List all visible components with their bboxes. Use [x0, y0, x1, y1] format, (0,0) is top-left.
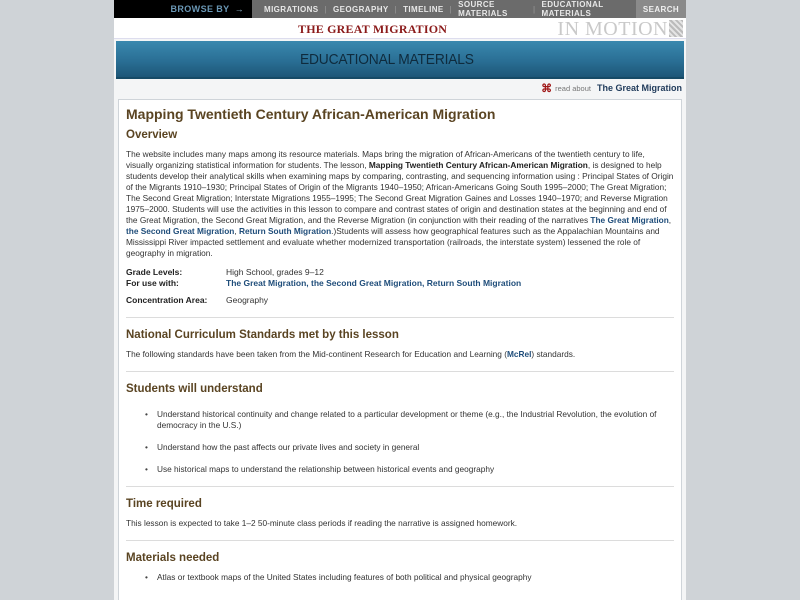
grade-levels-row	[126, 267, 674, 278]
read-about-label: read about	[555, 83, 591, 93]
x-icon: ⌘	[541, 82, 553, 95]
nav-divider: |	[533, 4, 536, 14]
mcrel-link[interactable]: McRel	[506, 349, 532, 359]
lesson-meta	[126, 267, 674, 306]
nav-migrations[interactable]: MIGRATIONS	[264, 4, 319, 14]
divider	[126, 371, 674, 372]
link-great-migration[interactable]: The Great Migration	[226, 278, 307, 288]
for-use-with-label: For use with:	[126, 278, 179, 288]
understand-heading: Students will understand	[126, 383, 263, 395]
site-header	[114, 18, 686, 39]
top-nav	[114, 0, 686, 18]
divider	[126, 540, 674, 541]
page	[114, 0, 686, 600]
standards-heading: National Curriculum Standards met by this lesson	[126, 329, 399, 341]
concentration-area-label: Concentration Area:	[126, 295, 208, 305]
overview-text-part: The website includes many maps among its resource materials. Maps bring the migration of African-Americans of the twentieth century to life, visually organizing statistical information for students. The lesson,	[126, 149, 645, 170]
list-item: • Understand how the past affects our private lives and society in general	[126, 442, 674, 453]
read-about-bar	[114, 79, 686, 97]
link-second-great-migration[interactable]: the Second Great Migration	[126, 226, 235, 236]
read-about-link[interactable]: The Great Migration	[596, 83, 682, 93]
time-heading: Time required	[126, 498, 202, 510]
browse-by-text: BROWSE BY	[170, 4, 230, 14]
logo-pattern-icon	[669, 20, 683, 37]
lesson-name: Mapping Twentieth Century African-American Migration	[368, 160, 588, 170]
nav-timeline[interactable]: TIMELINE	[403, 4, 444, 14]
list-item: • Use historical maps to understand the relationship between historical events and geography	[126, 464, 674, 475]
grade-levels-value: High School, grades 9–12	[226, 267, 324, 277]
link-return-south-migration[interactable]: Return South Migration	[238, 226, 332, 236]
link-return-south-migration[interactable]: Return South Migration	[426, 278, 522, 288]
standards-text-part: The following standards have been taken from the Mid-continent Research for Education and Learning (	[126, 349, 507, 359]
nav-divider: |	[449, 4, 453, 14]
understand-list	[126, 409, 674, 475]
browse-by-label	[114, 0, 252, 18]
grade-levels-label: Grade Levels:	[126, 267, 183, 277]
materials-heading: Materials needed	[126, 552, 220, 564]
page-title: Mapping Twentieth Century African-American Migration	[126, 106, 496, 122]
list-item: • Understand historical continuity and change related to a particular development or theme (e.g., the Industrial Revolution, the evolution of democracy in the U.S.)	[126, 409, 674, 431]
nav-educational-materials[interactable]: EDUCATIONAL MATERIALS	[541, 0, 604, 18]
list-item: • Atlas or textbook maps of the United States including features of both political and physical geography	[126, 572, 674, 583]
site-title[interactable]: THE GREAT MIGRATION	[298, 22, 448, 36]
nav-geography[interactable]: GEOGRAPHY	[333, 4, 389, 14]
time-text: This lesson is expected to take 1–2 50-minute class periods if reading the narrative is assigned homework.	[126, 518, 518, 528]
concentration-area-value: Geography	[226, 295, 269, 305]
link-second-great-migration[interactable]: the Second Great Migration	[311, 278, 423, 288]
overview-text: The website includes many maps among its resource materials. Maps bring the migration of African-Americans of the twentieth century to life, visually organizing statistical information for students. The lesson, Mapping Twentieth Century African-American Migration, is designed to help students develop their analytical skills when examining maps by comparing, contrasting, and sequencing information using : Principal States of Origin of the Migrants 1910–1930; Principal States of Origin of the Migrants 1940–1950; African-Americans Going South 1995–2000; The Great Migration; The Second Great Migration; Interstate Migrations 1955–1995; The Second Great Migration Gaines and Losses 1940–1970; and Reverse Migration 1975–2000. Students will use the activities in this lesson to compare and contrast states of origin and destination states at the beginning and end of the Great Migration, the Second Great Migration, and the Reverse Migration (in conjunction with their reading of the narratives The Great Migration, the Second Great Migration, Return South Migration.)Students will assess how geographical features such as the Appalachian Mountains and Mississippi River impacted settlement and evaluate whether modernized transportation (railroads, the interstate system) lessened the role of geography in migration.	[126, 149, 674, 258]
arrow-right-icon: →	[234, 4, 244, 14]
content-card	[118, 99, 682, 600]
for-use-with-links: The Great Migration, the Second Great Migration, Return South Migration	[226, 278, 522, 288]
nav-divider: |	[324, 4, 327, 14]
standards-text	[126, 349, 674, 360]
materials-list	[126, 572, 674, 583]
overview-heading: Overview	[126, 129, 178, 141]
nav-source-materials[interactable]: SOURCE MATERIALS	[458, 0, 508, 18]
nav-divider: |	[394, 4, 398, 14]
divider	[126, 317, 674, 318]
section-banner	[116, 41, 684, 79]
concentration-area-row	[126, 295, 674, 306]
divider	[126, 486, 674, 487]
overview-text-part: , is designed to help students develop their analytical skills when examining maps by comparing, contrasting, and sequencing information using : Principal States of Origin of the Migrants 1910–1930; Principal States of Origin of the Migrants 1940–1950; African-Americans Going South 1995–2000; The Great Migration; The Second Great Migration; Interstate Migrations 1955–1995; The Second Great Migration Gaines and Losses 1940–1970; and Reverse Migration 1975–2000. Students will use the activities in this lesson to compare and contrast states of origin and destination states at the beginning and end of the Great Migration, the Second Great Migration, and the Reverse Migration (in conjunction with their reading of the narratives	[126, 160, 674, 225]
standards-text-part: ) standards.	[531, 349, 576, 359]
for-use-with-row	[126, 278, 674, 289]
link-great-migration[interactable]: The Great Migration	[590, 215, 669, 225]
search-button[interactable]: SEARCH	[636, 0, 686, 18]
banner-title: EDUCATIONAL MATERIALS	[300, 51, 474, 68]
nav-links	[252, 0, 636, 18]
overview-text-part: .)Students will assess how geographical features such as the Appalachian Mountains and Mississippi River impacted settlement and evaluate whether modernized transportation (railroads, the interstate system) lessened the role of geography in migration.	[126, 226, 660, 258]
in-motion-logo[interactable]: IN MOTION	[557, 18, 668, 40]
